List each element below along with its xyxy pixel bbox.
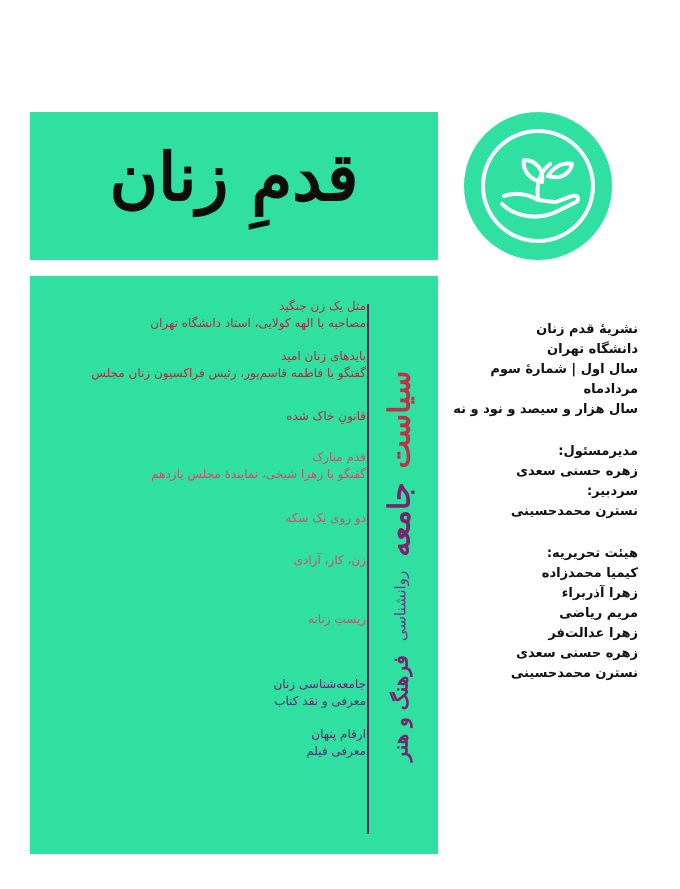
toc-subtitle: معرفی و نقد کتاب [274, 694, 366, 708]
issue-month: مردادماه [583, 382, 638, 397]
toc-item [56, 510, 366, 527]
toc-title: زیستِ زنانه [307, 612, 366, 626]
toc-subtitle: گفتگو با زهرا شیخی، نمایندهٔ مجلس یازدهم [151, 467, 366, 481]
toc-item [56, 726, 366, 760]
publication-info [438, 320, 638, 684]
issue-number: سال اول | شمارهٔ سوم [490, 362, 638, 377]
toc-title: زن، کار، آزادی [293, 553, 366, 567]
toc-item [56, 408, 366, 425]
toc-title: دو روی یک سکه [285, 511, 366, 525]
board-member: نسترن محمدحسینی [510, 666, 638, 681]
toc-title: مثل یک زن جنگید [279, 299, 366, 313]
toc-subtitle: گفتگو با فاطمه قاسم‌پور، رئیس فراکسیون زنان مجلس [91, 366, 366, 380]
toc-title: قانونِ خاک شده [286, 409, 366, 423]
editor-name: نسترن محمدحسینی [510, 504, 638, 519]
hand-holding-plant-icon [464, 112, 612, 260]
director-label: مدیرمسئول: [558, 444, 638, 459]
magazine-title: قدمِ زنان [109, 138, 359, 216]
publication-name: نشریهٔ قدم زنان [536, 322, 638, 337]
category-culture-art: فرهنگ و هنر [388, 655, 412, 762]
toc-title: جامعه‌شناسی زنان [273, 677, 366, 691]
toc-item [56, 676, 366, 710]
section-labels-vertical [383, 371, 418, 762]
table-of-contents [56, 298, 366, 760]
director-name: زهره حسنی سعدی [516, 464, 638, 479]
editor-label: سردبیر: [586, 484, 638, 499]
board-member: مریم ریاضی [559, 606, 638, 621]
contents-panel [30, 276, 438, 854]
title-banner [30, 112, 438, 260]
board-member: زهرا عدالت‌فر [548, 626, 638, 641]
category-politics: سیاست [382, 370, 418, 469]
toc-item [56, 348, 366, 382]
divider [367, 304, 369, 834]
toc-subtitle: معرفی فیلم [306, 744, 366, 758]
toc-title: ارقام پنهان [311, 727, 366, 741]
toc-title: قدم مبارک [312, 450, 366, 464]
toc-item [56, 298, 366, 332]
category-society: جامعه [382, 482, 418, 557]
category-psychology: روانشناسی [391, 570, 409, 642]
university: دانشگاه تهران [547, 342, 638, 357]
board-member: زهرا آذربراء [561, 586, 638, 601]
toc-item [56, 449, 366, 483]
toc-subtitle: مصاحبه با الهه کولایی، استاد دانشگاه تهران [150, 316, 366, 330]
issue-year: سال هزار و سیصد و نود و نه [453, 402, 638, 417]
toc-item [56, 552, 366, 569]
toc-item [56, 611, 366, 628]
board-label: هیئت تحریریه: [546, 546, 638, 561]
board-member: کیمیا محمدزاده [541, 566, 638, 581]
toc-title: بایدهای زنان امید [281, 349, 366, 363]
publication-logo [464, 112, 612, 260]
board-member: زهره حسنی سعدی [516, 646, 638, 661]
